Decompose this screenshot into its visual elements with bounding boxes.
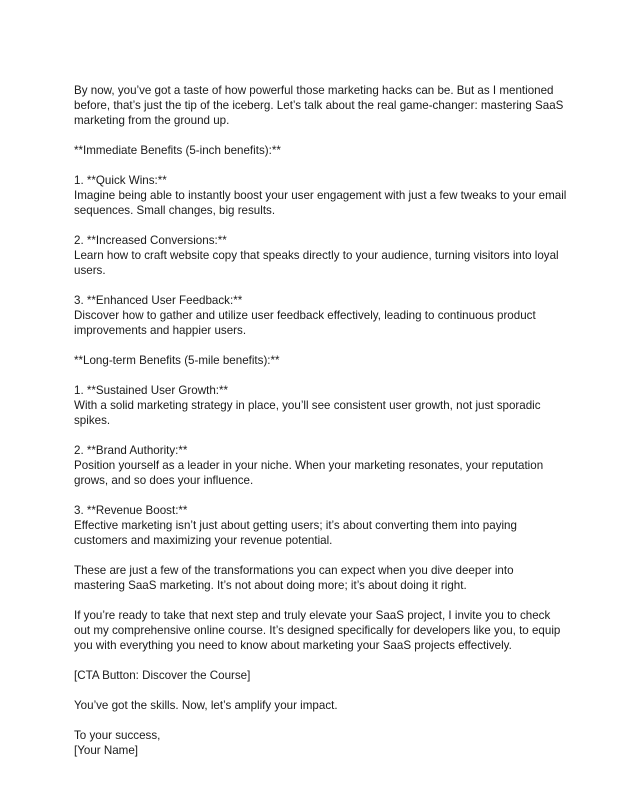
- benefit-increased-conversions: [74, 233, 559, 279]
- benefit-title: 3. **Revenue Boost:**: [74, 504, 188, 518]
- benefit-sustained-growth: [74, 383, 554, 429]
- cta-placeholder: [74, 668, 554, 683]
- cta-text: [CTA Button: Discover the Course]: [74, 669, 251, 683]
- amplify-paragraph: [74, 698, 554, 713]
- benefit-brand-authority: [74, 443, 554, 489]
- sign-off: [74, 728, 554, 758]
- benefit-title: 1. **Quick Wins:**: [74, 173, 167, 187]
- benefit-title: 1. **Sustained User Growth:**: [74, 383, 229, 397]
- benefit-text: Learn how to craft website copy that speaks directly to your audience, turning visitors into loyal: [74, 249, 559, 263]
- benefit-text: Position yourself as a leader in your niche. When your marketing resonates, your reputation: [74, 459, 544, 473]
- benefit-quick-wins: [74, 173, 567, 219]
- benefit-text: users.: [74, 264, 106, 278]
- paragraph-line: out my comprehensive online course. It’s designed specifically for developers like you, to equip: [74, 624, 561, 638]
- section-heading: **Long-term Benefits (5-mile benefits):**: [74, 354, 280, 368]
- immediate-benefits-heading: [74, 143, 554, 158]
- paragraph-line: you with everything you need to know about marketing your SaaS projects effectively.: [74, 639, 512, 653]
- paragraph-line: You’ve got the skills. Now, let’s amplify your impact.: [74, 698, 338, 712]
- benefit-text: spikes.: [74, 414, 111, 428]
- invitation-paragraph: [74, 608, 561, 654]
- transformations-paragraph: [74, 563, 554, 593]
- benefit-enhanced-feedback: [74, 293, 554, 339]
- longterm-benefits-heading: [74, 353, 554, 368]
- benefit-text: grows, and so does your influence.: [74, 474, 254, 488]
- benefit-text: Imagine being able to instantly boost your user engagement with just a few tweaks to your email: [74, 189, 567, 203]
- section-heading: **Immediate Benefits (5-inch benefits):**: [74, 144, 281, 158]
- intro-line: By now, you’ve got a taste of how powerful those marketing hacks can be. But as I mentioned: [74, 84, 554, 97]
- paragraph-line: These are just a few of the transformations you can expect when you dive deeper into: [74, 564, 514, 578]
- paragraph-line: If you’re ready to take that next step and truly elevate your SaaS project, I invite you to check: [74, 609, 551, 623]
- closing-line: To your success,: [74, 728, 161, 742]
- signature-line: [Your Name]: [74, 743, 139, 757]
- intro-line: before, that’s just the tip of the iceberg. Let’s talk about the real game-changer: mastering SaaS: [74, 99, 564, 113]
- benefit-title: 2. **Increased Conversions:**: [74, 233, 227, 247]
- benefit-text: sequences. Small changes, big results.: [74, 204, 276, 218]
- paragraph-line: mastering SaaS marketing. It’s not about doing more; it’s about doing it right.: [74, 579, 467, 593]
- benefit-revenue-boost: [74, 503, 554, 549]
- benefit-text: With a solid marketing strategy in place, you’ll see consistent user growth, not just sporadic: [74, 399, 541, 413]
- benefit-text: Discover how to gather and utilize user feedback effectively, leading to continuous product: [74, 309, 536, 323]
- document-body: [74, 83, 567, 773]
- benefit-title: 2. **Brand Authority:**: [74, 443, 188, 457]
- benefit-title: 3. **Enhanced User Feedback:**: [74, 294, 243, 308]
- benefit-text: customers and maximizing your revenue potential.: [74, 534, 333, 548]
- intro-line: marketing from the ground up.: [74, 114, 230, 128]
- benefit-text: Effective marketing isn’t just about getting users; it’s about converting them into paying: [74, 519, 517, 533]
- intro-paragraph: [74, 83, 564, 129]
- benefit-text: improvements and happier users.: [74, 324, 247, 338]
